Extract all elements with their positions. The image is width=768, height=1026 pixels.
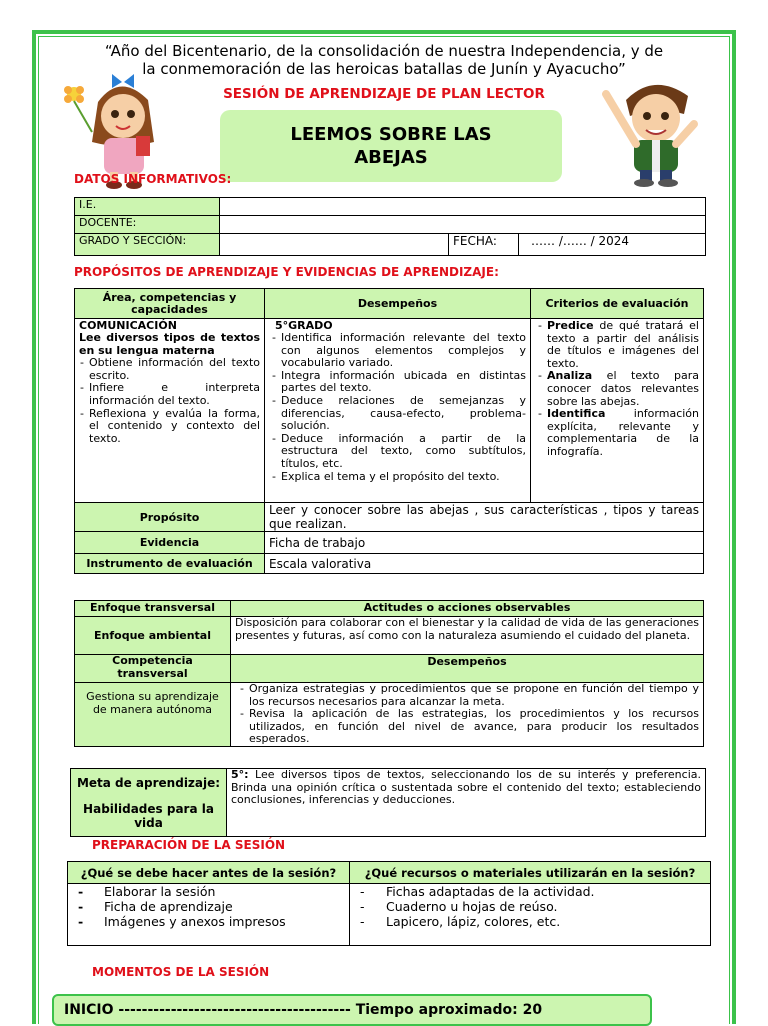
col-desempenos: Desempeños xyxy=(265,289,531,319)
desempeno-item: - Integra información ubicada en distintas partes del texto. xyxy=(281,370,526,395)
capacidad-item: - Infiere e interpreta información del texto. xyxy=(89,382,260,407)
col-comp-desempenos: Desempeños xyxy=(231,655,704,683)
desempeno-item: - Identifica información relevante del texto con algunos elementos complejos y vocabulario variado. xyxy=(281,332,526,370)
datos-heading: DATOS INFORMATIVOS: xyxy=(74,172,232,186)
antes-item: - Elaborar la sesión xyxy=(78,884,216,899)
recurso-item: - Fichas adaptadas de la actividad. xyxy=(360,884,595,899)
meta-labels xyxy=(71,769,227,837)
preparacion-heading: PREPARACIÓN DE LA SESIÓN xyxy=(92,838,286,852)
desempeno-item: - Deduce información a partir de la estructura del texto, como subtítulos, títulos, etc. xyxy=(281,433,526,471)
capacidades-list xyxy=(79,357,260,445)
enfoque-ambiental-value: Disposición para colaborar con el bienestar y la calidad de vida de las generaciones presentes y futuras, así como con la naturaleza asumiendo el cuidado del planeta. xyxy=(231,617,704,655)
title-line-2: ABEJAS xyxy=(354,147,428,168)
instrumento-label: Instrumento de evaluación xyxy=(75,554,265,574)
antes-item: - Imágenes y anexos impresos xyxy=(78,914,286,929)
preparacion-table xyxy=(67,861,711,946)
col-recursos: ¿Qué recursos o materiales utilizarán en la sesión? xyxy=(350,862,711,884)
propositos-table xyxy=(74,288,704,574)
docente-label: DOCENTE: xyxy=(75,216,220,234)
recurso-item: - Lapicero, lápiz, colores, etc. xyxy=(360,914,561,929)
ie-field[interactable] xyxy=(220,198,706,216)
instrumento-value: Escala valorativa xyxy=(265,554,704,574)
evidencia-label: Evidencia xyxy=(75,532,265,554)
meta-label: Meta de aprendizaje: xyxy=(76,775,221,790)
grado-label: GRADO Y SECCIÓN: xyxy=(75,234,220,256)
criterio-item: - Predice de qué tratará el texto a partir del análisis de títulos e imágenes del texto. xyxy=(547,320,699,370)
fecha-label: FECHA: xyxy=(449,234,519,256)
enfoque-table xyxy=(74,600,704,747)
competencia: Lee diversos tipos de textos en su lengua materna xyxy=(79,331,260,357)
capacidad-item: - Obtiene información del texto escrito. xyxy=(89,357,260,382)
col-area: Área, competencias y capacidades xyxy=(75,289,265,319)
comp-desempeno-item: - Organiza estrategias y procedimientos que se propone en función del tiempo y los recursos necesarios para alcanzar la meta. xyxy=(249,683,699,708)
motto-line-2: la conmemoración de las heroicas batallas de Junín y Ayacucho” xyxy=(142,60,626,78)
inicio-bar: INICIO ---------------------------------------- Tiempo aproximado: 20 xyxy=(52,994,652,1026)
habilidades-label: Habilidades para la vida xyxy=(83,801,214,830)
session-title-box xyxy=(220,110,562,182)
col-enfoque: Enfoque transversal xyxy=(75,601,231,617)
criterio-item: - Identifica información explícita, relevante y complementaria de la infografía. xyxy=(547,408,699,458)
col-actitudes: Actitudes o acciones observables xyxy=(231,601,704,617)
area-name: COMUNICACIÓN xyxy=(79,319,177,332)
proposito-label: Propósito xyxy=(75,503,265,532)
datos-table xyxy=(74,197,706,256)
antes-item: - Ficha de aprendizaje xyxy=(78,899,233,914)
desempenos-list xyxy=(269,332,526,483)
grado-title: 5°GRADO xyxy=(275,319,333,332)
capacidad-item: - Reflexiona y evalúa la forma, el contenido y contexto del texto. xyxy=(89,408,260,446)
desempeno-item: - Explica el tema y el propósito del texto. xyxy=(281,471,526,484)
enfoque-ambiental-label: Enfoque ambiental xyxy=(75,617,231,655)
competencia-transversal-value: Gestiona su aprendizaje de manera autónoma xyxy=(75,683,231,747)
boy-illustration xyxy=(596,70,716,188)
col-antes: ¿Qué se debe hacer antes de la sesión? xyxy=(68,862,350,884)
criterios-list xyxy=(535,320,699,459)
comp-desempeno-item: - Revisa la aplicación de las estrategias, los procedimientos y los recursos utilizados, en función del nivel de avance, para producir los resultados esperados. xyxy=(249,708,699,746)
flower-icon xyxy=(64,86,92,132)
ie-label: I.E. xyxy=(75,198,220,216)
fecha-field[interactable]: …… /…… / 2024 xyxy=(519,234,706,256)
comp-desempenos-list xyxy=(235,683,699,746)
title-line-1: LEEMOS SOBRE LAS xyxy=(290,124,492,145)
recurso-item: - Cuaderno u hojas de reúso. xyxy=(360,899,558,914)
docente-field[interactable] xyxy=(220,216,706,234)
proposito-value: Leer y conocer sobre las abejas , sus características , tipos y tareas que realizan. xyxy=(265,503,704,532)
motto-line-1: “Año del Bicentenario, de la consolidación de nuestra Independencia, y de xyxy=(104,42,664,60)
momentos-heading: MOMENTOS DE LA SESIÓN xyxy=(92,965,270,979)
propositos-heading: PROPÓSITOS DE APRENDIZAJE Y EVIDENCIAS DE APRENDIZAJE: xyxy=(74,265,499,279)
evidencia-value: Ficha de trabajo xyxy=(265,532,704,554)
meta-table xyxy=(70,768,706,837)
col-criterios: Criterios de evaluación xyxy=(531,289,704,319)
criterio-item: - Analiza el texto para conocer datos relevantes sobre las abejas. xyxy=(547,370,699,408)
competencia-transversal-label: Competencia transversal xyxy=(75,655,231,683)
desempeno-item: - Deduce relaciones de semejanzas y diferencias, causa-efecto, problema-solución. xyxy=(281,395,526,433)
session-label: SESIÓN DE APRENDIZAJE DE PLAN LECTOR xyxy=(223,86,545,102)
grado-field[interactable] xyxy=(220,234,449,256)
meta-value: 5°: Lee diversos tipos de textos, seleccionando los de su interés y preferencia. Brinda una opinión crítica o sustentada sobre el contenido del texto; estableciendo conclusiones, inferencias y deducciones. xyxy=(227,769,706,837)
